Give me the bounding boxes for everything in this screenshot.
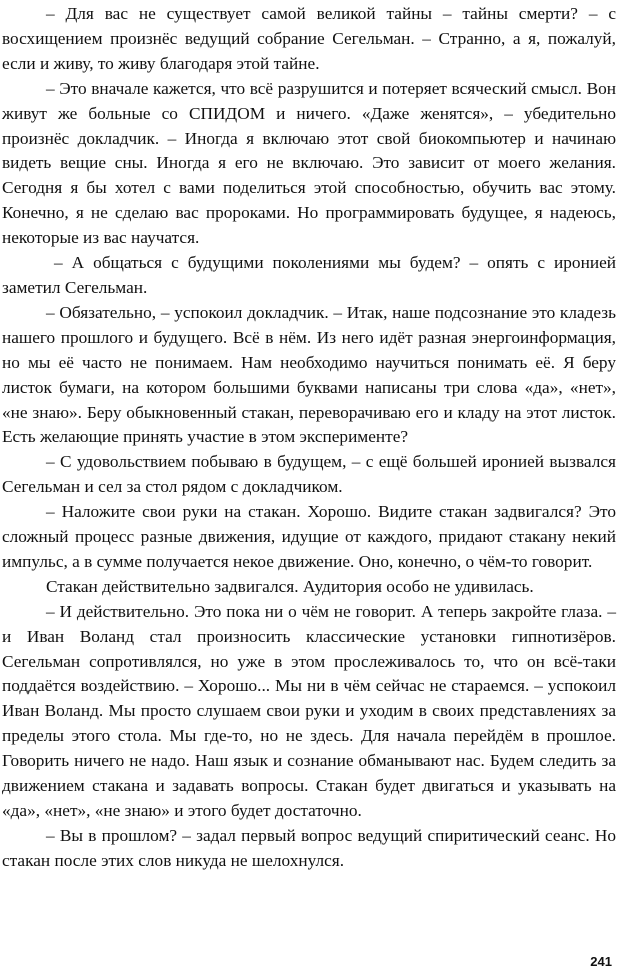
- body-text: [2, 2, 616, 874]
- paragraph: – Наложите свои руки на стакан. Хорошо. Видите стакан задвигался? Это сложный процесс разные движения, идущие от каждого, придают стакану некий импульс, а в сумме получается некое движение. Оно, конечно, о чём-то говорит.: [2, 502, 616, 571]
- paragraph: – И действительно. Это пока ни о чём не говорит. А теперь закройте глаза. – и Иван Воланд стал произносить классические установки гипнотизёров. Сегельман сопротивлялся, но уже в этом прослеживалось то, что он всё-таки поддаётся воздействию. – Хорошо... Мы ни в чём сейчас не стараемся. – успокоил Иван Воланд. Мы просто слушаем свои руки и уходим в своих представлениях за пределы этого стола. Мы где-то, но не здесь. Для начала перейдём в прошлое. Говорить ничего не надо. Наш язык и сознание обманывают нас. Будем следить за движением стакана и задавать вопросы. Стакан будет двигаться и указывать на «да», «нет», «не знаю» и этого будет достаточно.: [2, 601, 616, 820]
- paragraph: – Обязательно, – успокоил докладчик. – Итак, наше подсознание это кладезь нашего прошлого и будущего. Всё в нём. Из него идёт разная энергоинформация, но мы её часто не понимаем. Нам необходимо научиться понимать её. Я беру листок бумаги, на котором большими буквами написаны три слова «да», «нет», «не знаю». Беру обыкновенный стакан, переворачиваю его и кладу на этот листок. Есть желающие принять участие в этом эксперименте?: [2, 302, 616, 447]
- paragraph: – С удовольствием побываю в будущем, – с ещё большей иронией вызвался Сегельман и сел за стол рядом с докладчиком.: [2, 452, 616, 497]
- paragraph: – Вы в прошлом? – задал первый вопрос ведущий спиритический сеанс. Но стакан после этих слов никуда не шелохнулся.: [2, 825, 616, 870]
- paragraph: – Это вначале кажется, что всё разрушится и потеряет всяческий смысл. Вон живут же больные со СПИДОМ и ничего. «Даже женятся», – убедительно произнёс докладчик. – Иногда я включаю этот свой биокомпьютер и начинаю видеть вещие сны. Иногда я его не включаю. Это зависит от моего желания. Сегодня я бы хотел с вами поделиться этой способностью, обучить вас этому. Конечно, я не сделаю вас пророками. Но программировать будущее, я надеюсь, некоторые из вас научатся.: [2, 78, 616, 248]
- page-number: 241: [590, 954, 612, 969]
- paragraph: – Для вас не существует самой великой тайны – тайны смерти? – с восхищением произнёс ведущий собрание Сегельман. – Странно, а я, пожалуй, если и живу, то живу благодаря этой тайне.: [2, 4, 616, 73]
- paragraph: – А общаться с будущими поколениями мы будем? – опять с иронией заметил Сегельман.: [2, 253, 616, 297]
- paragraph: Стакан действительно задвигался. Аудитория особо не удивилась.: [46, 576, 534, 596]
